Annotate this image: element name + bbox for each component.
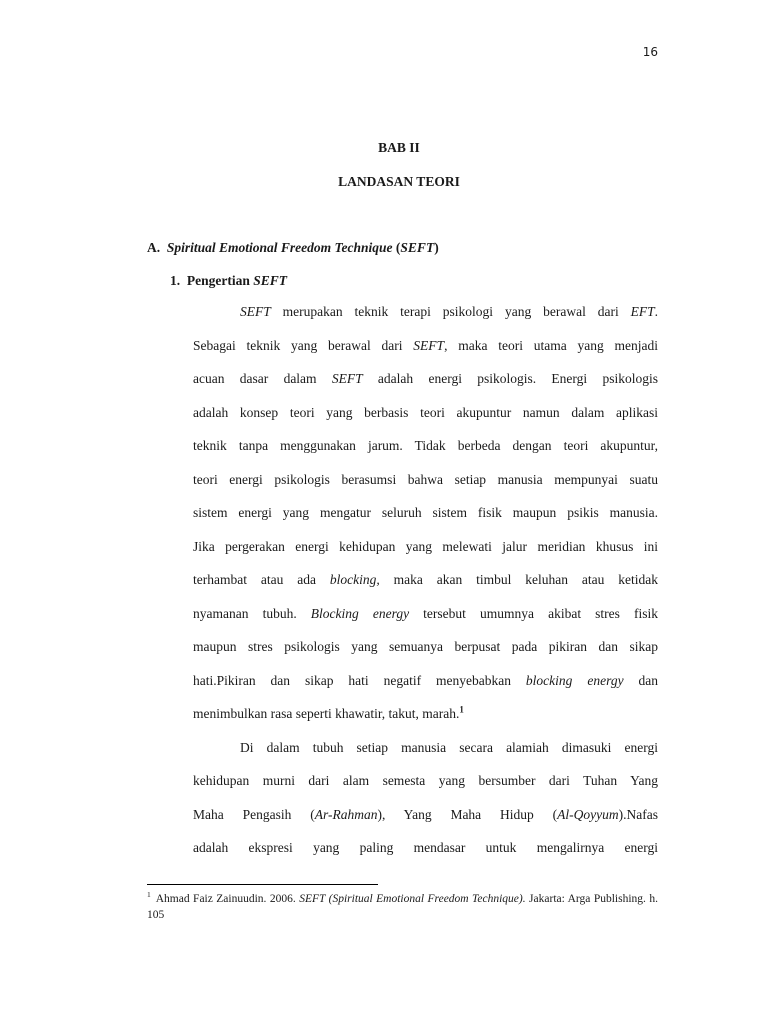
paragraph-line xyxy=(193,302,658,336)
subsection-marker: 1. xyxy=(170,273,181,288)
paragraph-line xyxy=(193,704,658,738)
text-run: Sebagai teknik yang berawal dari xyxy=(193,337,414,353)
italic-term: Blocking energy xyxy=(310,605,410,621)
text-run: menimbulkan rasa seperti khawatir, takut, marah. xyxy=(193,706,460,721)
chapter-label: BAB II xyxy=(378,140,420,155)
italic-term: Ar-Rahman xyxy=(314,806,378,822)
text-run: adalah energi psikologis. Energi psikologis xyxy=(362,371,658,386)
section-abbr: SEFT xyxy=(400,240,435,255)
footnote xyxy=(147,891,658,923)
paragraph-line: adalah konsep teori yang berbasis teori akupuntur namun dalam aplikasi xyxy=(193,404,658,420)
footnote-publisher: Jakarta: Arga Publishing. h. 105 xyxy=(147,893,658,921)
text-run: Maha Pengasih ( xyxy=(193,806,315,822)
footnote-divider xyxy=(147,884,378,885)
page-number: 16 xyxy=(642,45,658,59)
text-run: ).Nafas xyxy=(618,806,658,822)
text-run: tersebut umumnya akibat stres fisik xyxy=(409,605,658,621)
section-heading xyxy=(147,240,439,256)
text-run: terhambat atau ada xyxy=(193,572,330,587)
italic-term: EFT xyxy=(630,304,655,319)
paragraph-line xyxy=(193,604,658,638)
italic-term: Al-Qoyyum xyxy=(557,806,619,822)
text-run: , maka teori utama yang menjadi xyxy=(444,337,658,353)
footnote-author: Ahmad Faiz Zainuudin. 2006. xyxy=(155,893,300,905)
section-paren-close: ) xyxy=(434,240,439,255)
italic-term: SEFT xyxy=(331,371,363,386)
text-run: dan xyxy=(623,672,658,688)
paragraph-line: sistem energi yang mengatur seluruh sistem fisik maupun psikis manusia. xyxy=(193,505,658,520)
italic-term: blocking, xyxy=(329,572,380,587)
paragraph-line xyxy=(193,336,658,370)
paragraph-line: kehidupan murni dari alam semesta yang bersumber dari Tuhan Yang xyxy=(193,773,658,788)
text-run: merupakan teknik terapi psikologi yang berawal dari xyxy=(270,304,631,319)
body-text xyxy=(193,302,658,872)
section-paren-open: ( xyxy=(392,240,401,255)
paragraph-line: adalah ekspresi yang paling mendasar untuk mengalirnya energi xyxy=(193,840,658,855)
subsection-title-italic: SEFT xyxy=(253,273,288,288)
paragraph-line: Di dalam tubuh setiap manusia secara alamiah dimasuki energi xyxy=(240,739,658,755)
italic-term: blocking energy xyxy=(525,672,624,688)
paragraph-line xyxy=(193,805,658,839)
footnote-mark: 1 xyxy=(147,890,151,900)
paragraph-line xyxy=(193,671,658,705)
section-title: Spiritual Emotional Freedom Technique xyxy=(166,240,393,255)
text-run: maka akan timbul keluhan atau ketidak xyxy=(379,572,658,587)
paragraph-line: teori energi psikologis berasumsi bahwa setiap manusia mempunyai suatu xyxy=(193,471,658,487)
subsection-title: Pengertian xyxy=(186,273,254,288)
italic-term: SEFT xyxy=(413,337,445,353)
paragraph-line xyxy=(193,369,658,403)
footnote-title: SEFT (Spiritual Emotional Freedom Technique). xyxy=(299,893,526,905)
chapter-title: LANDASAN TEORI xyxy=(338,174,460,189)
paragraph-line: maupun stres psikologis yang semuanya berpusat pada pikiran dan sikap xyxy=(193,639,658,654)
text-run: acuan dasar dalam xyxy=(193,371,332,386)
paragraph-line: Jika pergerakan energi kehidupan yang melewati jalur meridian khusus ini xyxy=(193,538,658,554)
paragraph-line: teknik tanpa menggunakan jarum. Tidak berbeda dengan teori akupuntur, xyxy=(193,438,658,453)
italic-term: SEFT xyxy=(240,304,271,319)
text-run: ), Yang Maha Hidup ( xyxy=(377,806,558,822)
footnote-reference: 1 xyxy=(459,704,464,715)
paragraph-line xyxy=(193,570,658,604)
subsection-heading xyxy=(170,273,287,289)
text-run: hati.Pikiran dan sikap hati negatif menyebabkan xyxy=(193,672,526,688)
text-run: nyamanan tubuh. xyxy=(193,605,311,621)
text-run: . xyxy=(654,304,658,319)
section-marker: A. xyxy=(147,240,161,255)
